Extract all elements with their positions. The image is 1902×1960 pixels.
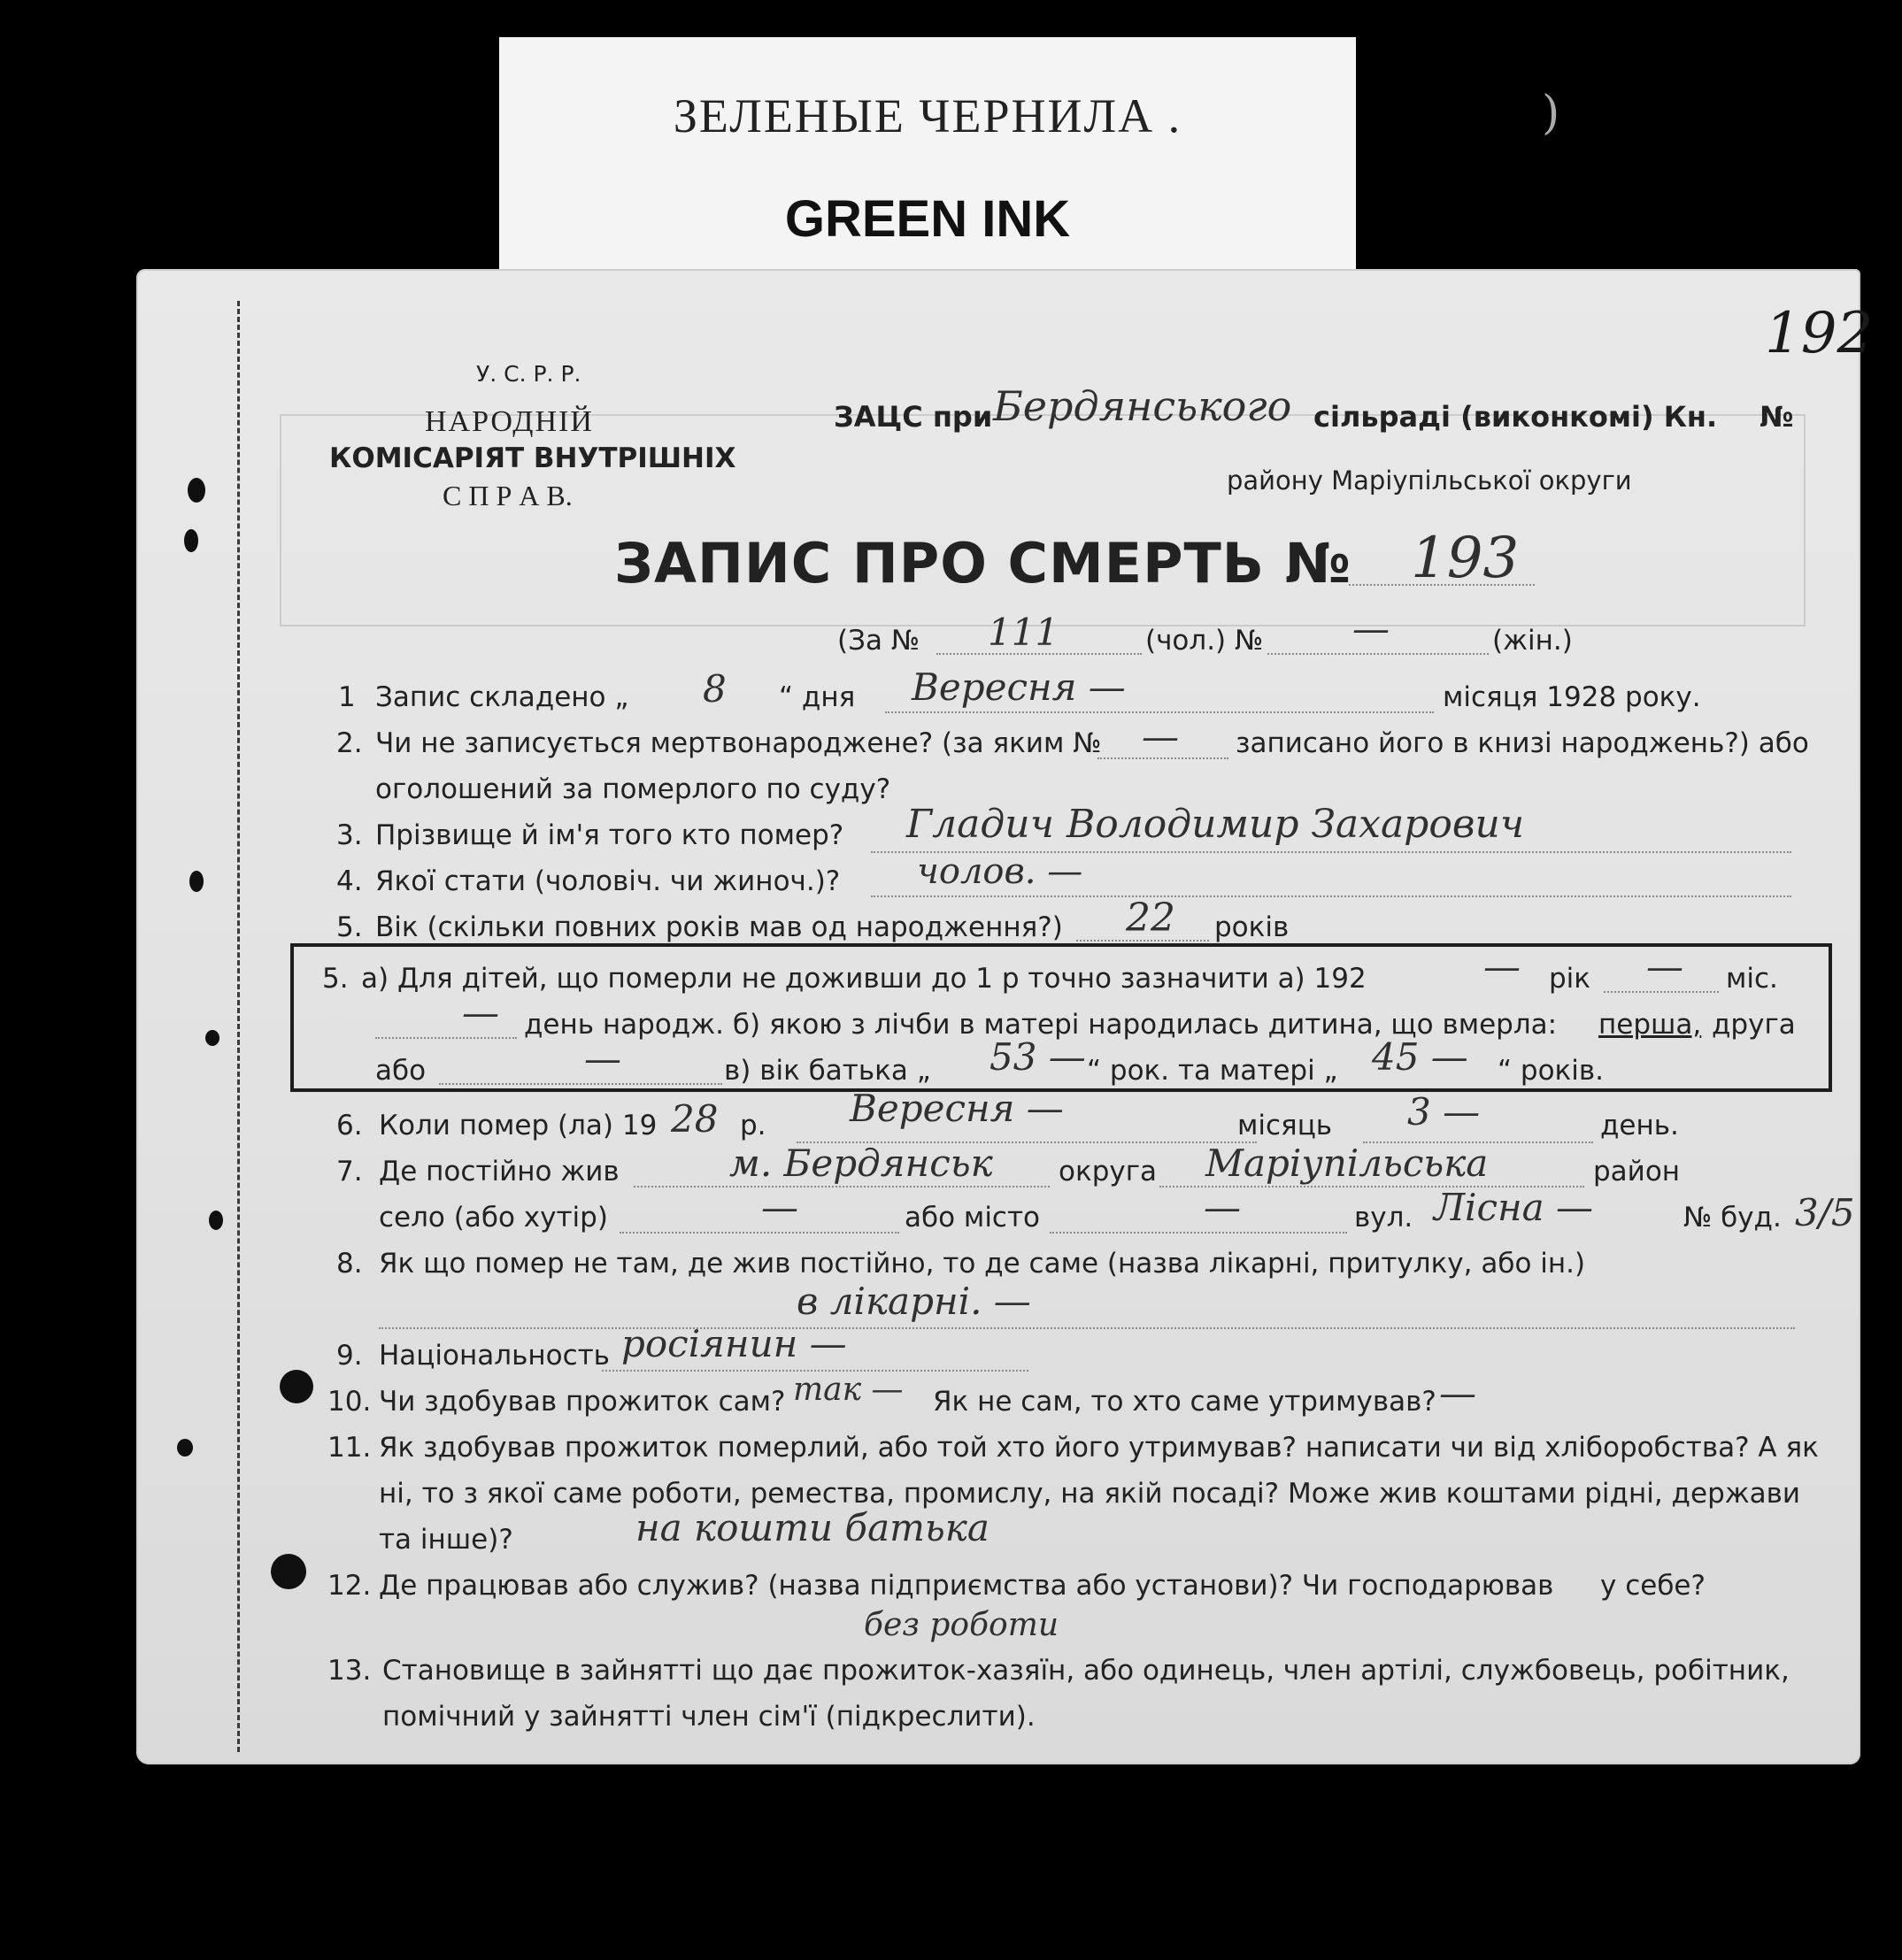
item-5a-line-1: а) Для дітей, що померли не доживши до 1 р точно зазначити а) 192: [361, 963, 1367, 995]
item-2-text-c: оголошений за померлого по суду?: [375, 773, 891, 805]
ink-label-card: [499, 37, 1356, 269]
item-7-selo-value: —: [761, 1186, 798, 1229]
item-10-value: так —: [793, 1372, 904, 1408]
dotted-line: [1076, 940, 1209, 942]
item-11-line-3: та інше)?: [379, 1524, 513, 1556]
item-12-text-b: у себе?: [1600, 1570, 1706, 1602]
item-10-number: 10.: [327, 1386, 372, 1418]
item-11-line-1: Як здобував прожиток померлий, або той хто його утримував? написати чи від хліборобства? А як: [379, 1432, 1819, 1464]
item-7-okruha: Маріупільська: [1205, 1141, 1489, 1185]
stray-mark: ): [1542, 87, 1560, 140]
binding-hole: [177, 1439, 193, 1457]
item-2-number: 2.: [336, 727, 363, 759]
item-5-text: Вік (скільки повних років мав од народження?): [375, 911, 1063, 943]
item-7-bud-value: 3/5: [1795, 1191, 1855, 1234]
item-5a-mis: міс.: [1726, 963, 1778, 995]
item-5a-abo: або: [375, 1055, 427, 1087]
dotted-line: [1050, 1232, 1347, 1234]
item-7-rayon-label: район: [1593, 1156, 1681, 1188]
za-label: (За №: [837, 625, 920, 657]
perforation-line: [237, 301, 240, 1752]
item-5a-rok: “ рок. та матері „: [1087, 1055, 1338, 1087]
binding-hole: [184, 529, 198, 552]
zags-suffix: сільраді (виконкомі) Кн.: [1313, 400, 1718, 434]
item-7-text-a: Де постійно жив: [379, 1156, 620, 1188]
dotted-line: [620, 1232, 899, 1234]
record-title: ЗАПИС ПРО СМЕРТЬ №: [614, 531, 1352, 596]
item-2-text-a: Чи не записується мертвонароджене? (за яким №: [375, 727, 1102, 759]
item-5a-father-age: 53 —: [990, 1035, 1086, 1079]
dotted-line: [634, 1186, 1050, 1188]
item-11-number: 11.: [327, 1432, 372, 1464]
item-5a-abo-dash: —: [584, 1037, 621, 1080]
item-9-value: росіянин —: [621, 1322, 847, 1365]
item-11-value: на кошти батька: [635, 1506, 990, 1549]
item-5a-year-dash: —: [1483, 945, 1521, 988]
item-5a-month-dash: —: [1646, 945, 1683, 988]
dotted-line: [375, 1037, 517, 1039]
item-5-age: 22: [1126, 895, 1175, 941]
item-5a-day-dash: —: [462, 991, 499, 1034]
commissariat-line-3: С П Р А В.: [443, 480, 573, 511]
item-6-text-d: день.: [1600, 1110, 1679, 1141]
item-11-line-2: ні, то з якої саме роботи, ремества, промислу, на якій посаді? Може жив коштами рідні, держави: [379, 1478, 1801, 1510]
dotted-line: [1097, 757, 1228, 759]
item-7-misto-label: або місто: [905, 1202, 1041, 1234]
chol-label: (чол.) №: [1145, 625, 1264, 657]
item-7-selo-label: село (або хутір): [379, 1202, 608, 1234]
item-4-text: Якої стати (чоловіч. чи жиноч.)?: [375, 865, 841, 897]
item-7-vul-label: вул.: [1354, 1202, 1413, 1234]
item-5a-rik: рік: [1549, 963, 1591, 995]
dotted-line: [885, 711, 1434, 713]
item-1-number: 1: [338, 681, 356, 713]
dotted-line: [1604, 991, 1719, 993]
item-7-number: 7.: [336, 1156, 363, 1188]
item-6-text-c: місяць: [1237, 1110, 1333, 1141]
item-1-month: Вересня —: [912, 665, 1126, 709]
item-8-text: Як що помер не там, де жив постійно, то де саме (назва лікарні, притулку, або ін.): [379, 1248, 1586, 1280]
item-5-years: років: [1214, 911, 1290, 943]
label-russian: ЗЕЛЕНЫЕ ЧЕРНИЛА .: [673, 89, 1182, 142]
record-number: 193: [1411, 526, 1520, 591]
zags-prefix: ЗАЦС при: [834, 400, 993, 434]
item-7-okruha-label: округа: [1059, 1156, 1157, 1188]
item-9-number: 9.: [336, 1340, 363, 1372]
item-5a-number: 5.: [322, 963, 349, 995]
item-6-month: Вересня —: [850, 1087, 1064, 1130]
dotted-line: [379, 1327, 1795, 1329]
zags-number-sign: №: [1760, 400, 1794, 434]
zags-handwritten: Бердянського: [993, 382, 1292, 430]
item-7-city: м. Бердянськ: [729, 1141, 993, 1185]
za-value: 111: [988, 611, 1059, 654]
item-13-line-2: помічний у зайнятті член сім'ї (підкреслити).: [382, 1701, 1036, 1733]
item-10-value-2: —: [1439, 1372, 1476, 1415]
item-4-number: 4.: [336, 865, 363, 897]
item-10-text-a: Чи здобував прожиток сам?: [379, 1386, 786, 1418]
item-6-text-a: Коли помер (ла) 19: [379, 1110, 658, 1141]
item-5a-line-2: день народж. б) якою з лічби в матері народилась дитина, що вмерла:: [524, 1009, 1558, 1041]
item-4-value: чолов. —: [917, 851, 1083, 892]
dotted-line: [1349, 584, 1535, 586]
commissariat-line-1: НАРОДНІЙ: [425, 405, 594, 438]
ink-blot: [280, 1370, 313, 1403]
item-2-text-b: записано його в книзі народжень?) або: [1236, 727, 1809, 759]
item-7-bud-label: № буд.: [1683, 1202, 1782, 1234]
commissariat-line-2: КОМІСАРІЯТ ВНУТРІШНІХ: [329, 442, 736, 474]
item-3-name: Гладич Володимир Захарович: [906, 802, 1525, 847]
item-6-day: 3 —: [1407, 1090, 1481, 1134]
dotted-line: [871, 895, 1791, 897]
item-13-number: 13.: [327, 1655, 372, 1687]
zhin-label: (жін.): [1492, 625, 1573, 657]
item-13-line-1: Становище в зайнятті що дає прожиток-хазяїн, або одинець, член артілі, службовець, робітник,: [382, 1655, 1790, 1687]
chol-value: —: [1352, 607, 1390, 650]
ink-blot: [271, 1554, 306, 1589]
item-5a-mother-age: 45 —: [1372, 1035, 1468, 1079]
item-5a-druha: друга: [1712, 1009, 1796, 1041]
label-english: GREEN INK: [784, 190, 1071, 248]
item-2-value: —: [1142, 715, 1179, 758]
item-3-number: 3.: [336, 819, 363, 851]
item-5a-v: в) вік батька „: [724, 1055, 931, 1087]
item-12-value: без роботи: [864, 1607, 1059, 1643]
item-1-text-c: місяця 1928 року.: [1443, 681, 1701, 713]
district-line: району Маріупільської округи: [1227, 465, 1632, 496]
archive-page-number: 192: [1765, 301, 1874, 366]
item-5-number: 5.: [336, 911, 363, 943]
item-3-text: Прізвище й ім'я того кто помер?: [375, 819, 844, 851]
item-5a-persha: перша,: [1598, 1009, 1702, 1041]
item-7-misto-value: —: [1204, 1186, 1241, 1229]
binding-hole: [188, 478, 205, 503]
item-12-text-a: Де працював або служив? (назва підприємства або установи)? Чи господарював: [379, 1570, 1554, 1602]
item-6-text-b: р.: [740, 1110, 766, 1141]
item-1-day: 8: [703, 667, 727, 711]
binding-hole: [205, 1030, 219, 1046]
dotted-line: [439, 1083, 722, 1085]
item-8-number: 8.: [336, 1248, 363, 1280]
item-8-value: в лікарні. —: [797, 1280, 1031, 1323]
binding-hole: [209, 1211, 223, 1230]
dotted-line: [1267, 653, 1489, 655]
item-1-text-b: “ дня: [779, 681, 856, 713]
item-6-year: 28: [671, 1097, 719, 1141]
item-1-text-a: Запис складено „: [375, 681, 629, 713]
item-9-text: Національность: [379, 1340, 610, 1372]
item-12-number: 12.: [327, 1570, 372, 1602]
item-5a-rokiv: “ років.: [1498, 1055, 1605, 1087]
dotted-line: [936, 653, 1142, 655]
item-10-text-b: Як не сам, то хто саме утримував?: [933, 1386, 1436, 1418]
item-6-number: 6.: [336, 1110, 363, 1141]
item-7-vul-value: Лісна —: [1434, 1186, 1594, 1229]
binding-hole: [189, 871, 204, 892]
republic-label: У. С. Р. Р.: [476, 361, 581, 387]
